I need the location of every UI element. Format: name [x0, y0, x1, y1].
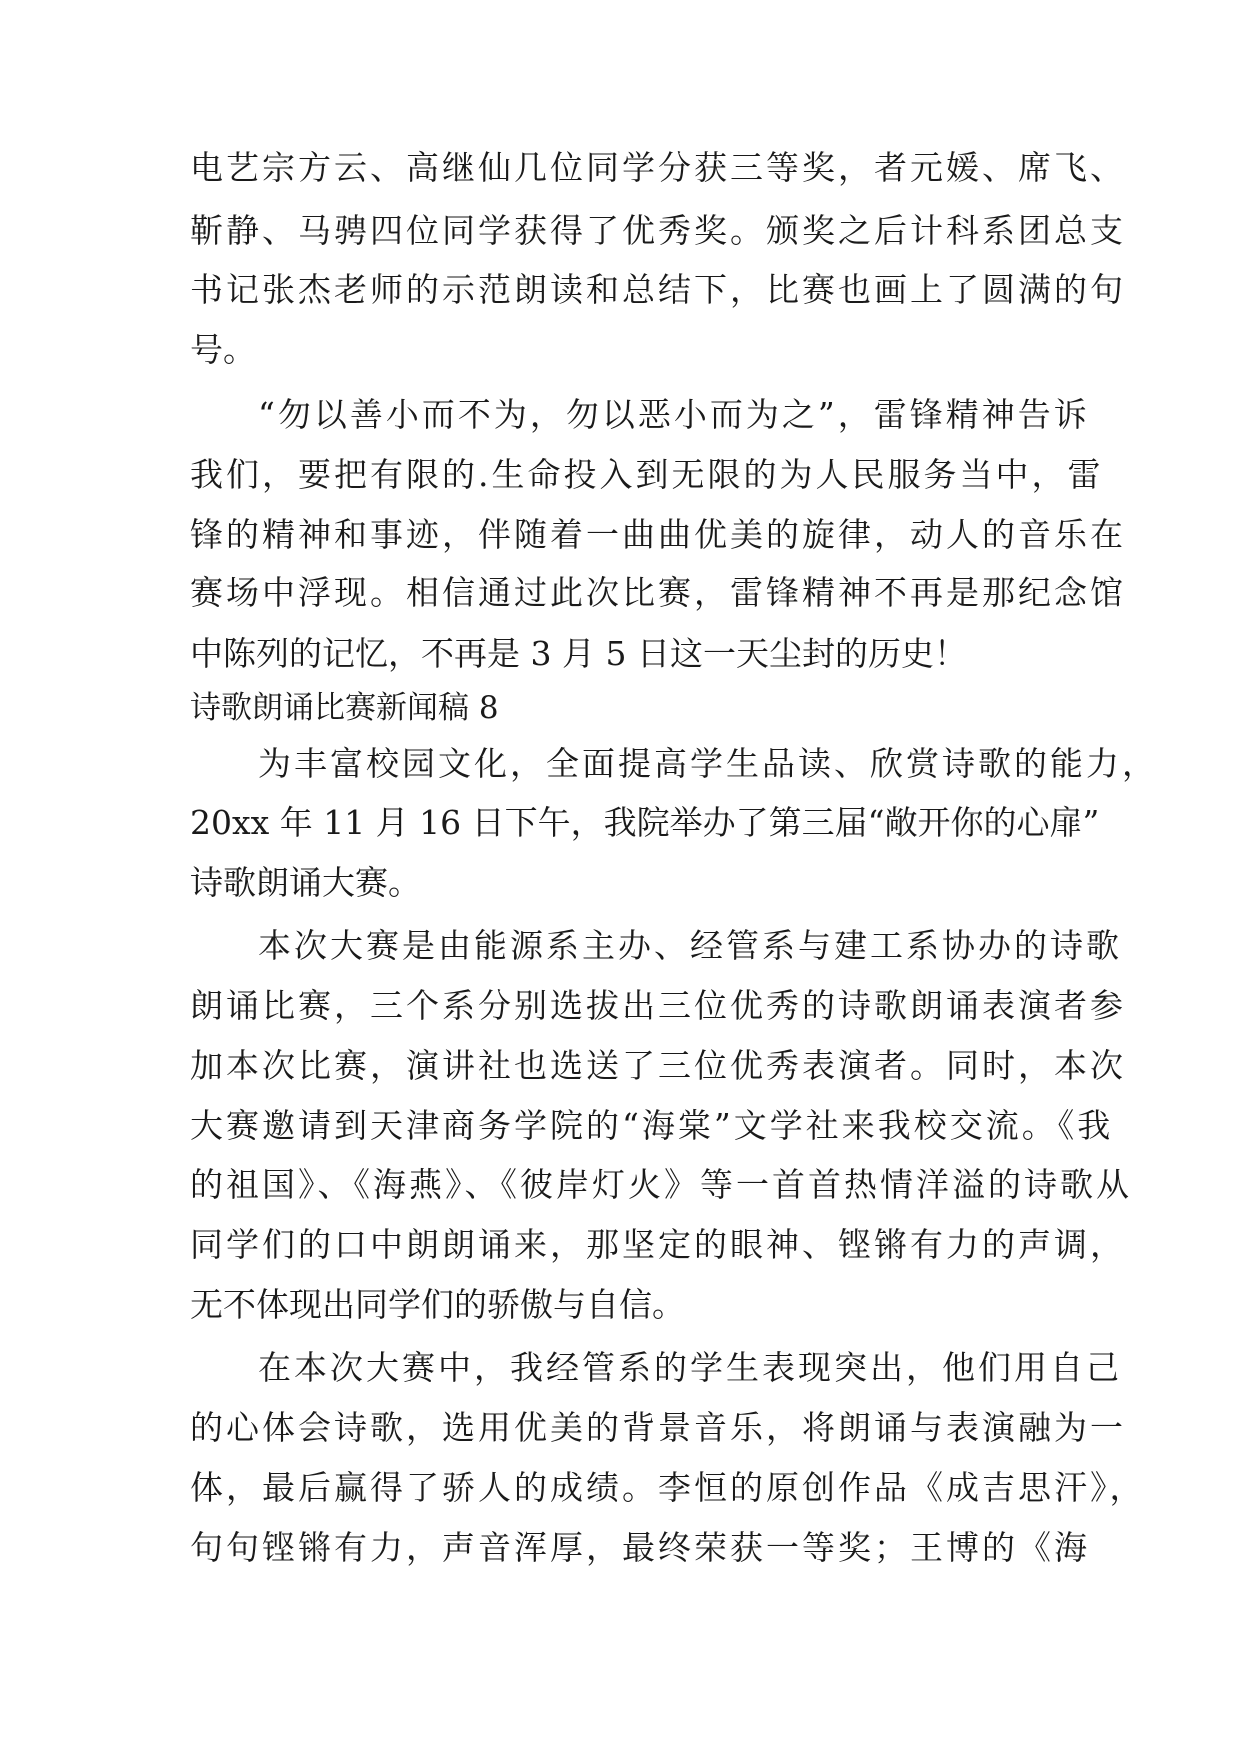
text-line: 大赛邀请到天津商务学院的“海棠”文学社来我校交流。《我: [190, 1106, 1114, 1145]
section-heading: 诗歌朗诵比赛新闻稿 8: [190, 690, 499, 726]
text-line: 赛场中浮现。相信通过此次比赛，雷锋精神不再是那纪念馆: [190, 573, 1126, 612]
paragraph-first-line: 在本次大赛中，我经管系的学生表现突出，他们用自己: [258, 1348, 1122, 1387]
text-line: 诗歌朗诵大赛。: [190, 863, 421, 902]
text-line: 句句铿锵有力，声音浑厚，最终荣获一等奖；王博的《海: [190, 1528, 1090, 1567]
text-line: 锋的精神和事迹，伴随着一曲曲优美的旋律，动人的音乐在: [190, 515, 1126, 554]
text-line: 无不体现出同学们的骄傲与自信。: [190, 1285, 685, 1324]
text-line: 电艺宗方云、高继仙几位同学分获三等奖，者元媛、席飞、: [190, 148, 1126, 187]
text-line: 朗诵比赛，三个系分别选拔出三位优秀的诗歌朗诵表演者参: [190, 986, 1126, 1025]
text-line: 的祖国》、《海燕》、《彼岸灯火》等一首首热情洋溢的诗歌从: [190, 1165, 1132, 1204]
paragraph-first-line: 本次大赛是由能源系主办、经管系与建工系协办的诗歌: [258, 926, 1122, 965]
text-line: 20xx 年 11 月 16 日下午，我院举办了第三届“敞开你的心扉”: [190, 803, 1100, 842]
text-line: 靳静、马骋四位同学获得了优秀奖。颁奖之后计科系团总支: [190, 211, 1126, 250]
text-line: 加本次比赛，演讲社也选送了三位优秀表演者。同时，本次: [190, 1046, 1126, 1085]
paragraph-first-line: “勿以善小而不为，勿以恶小而为之”，雷锋精神告诉: [258, 395, 1090, 434]
text-line: 书记张杰老师的示范朗读和总结下，比赛也画上了圆满的句: [190, 270, 1126, 309]
paragraph-first-line: 为丰富校园文化，全面提高学生品读、欣赏诗歌的能力，: [258, 744, 1158, 783]
text-line: 中陈列的记忆，不再是 3 月 5 日这一天尘封的历史！: [190, 634, 967, 673]
text-line: 同学们的口中朗朗诵来，那坚定的眼神、铿锵有力的声调，: [190, 1225, 1126, 1264]
text-line: 我们，要把有限的.生命投入到无限的为人民服务当中，雷: [190, 455, 1104, 494]
text-line: 号。: [190, 330, 256, 369]
text-line: 体，最后赢得了骄人的成绩。李恒的原创作品《成吉思汗》，: [190, 1468, 1146, 1507]
text-line: 的心体会诗歌，选用优美的背景音乐，将朗诵与表演融为一: [190, 1408, 1126, 1447]
